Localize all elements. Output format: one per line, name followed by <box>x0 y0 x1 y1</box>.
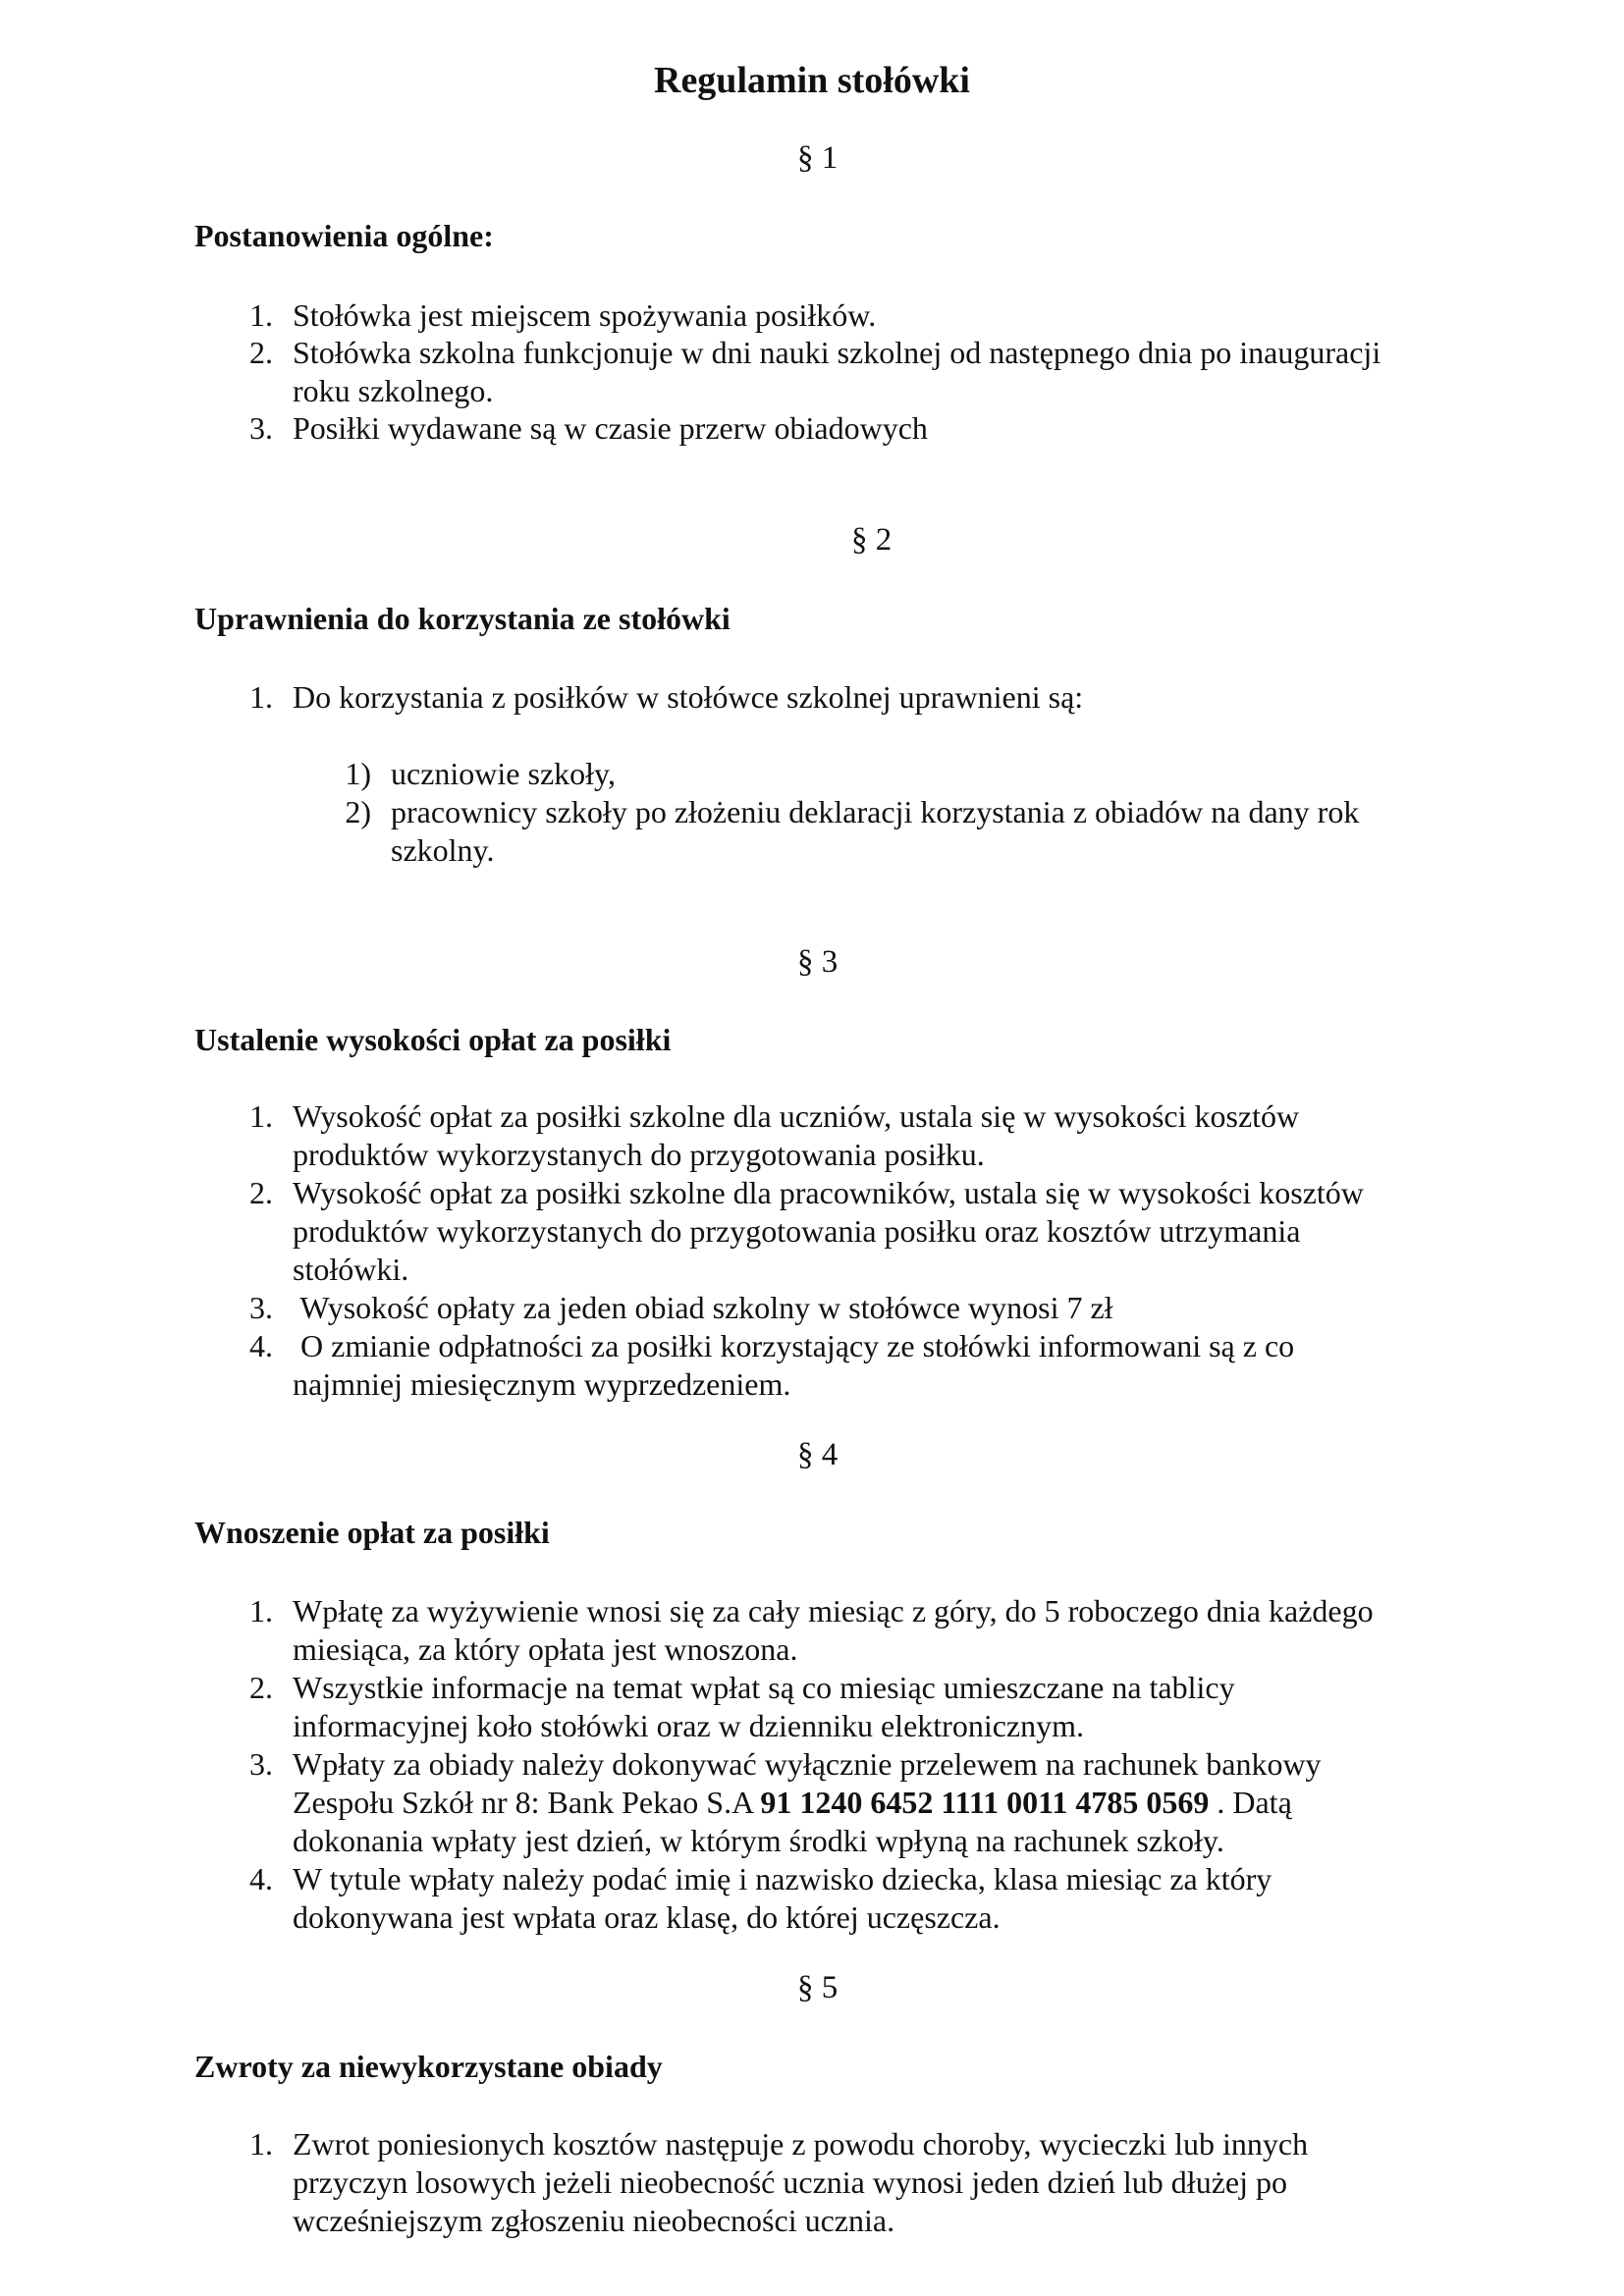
paragraph-1-symbol: § 1 <box>797 140 839 176</box>
list-item-text: informacyjnej koło stołówki oraz w dzienniku elektronicznym. <box>293 1708 1084 1743</box>
sub-list-item-text: pracownicy szkoły po złożeniu deklaracji korzystania z obiadów na dany rok <box>391 794 1360 829</box>
list-item-number: 3. <box>249 1290 273 1325</box>
list-item-text: produktów wykorzystanych do przygotowania posiłku oraz kosztów utrzymania <box>293 1213 1301 1249</box>
list-item-text: O zmianie odpłatności za posiłki korzystający ze stołówki informowani są z co <box>293 1328 1295 1363</box>
list-item-text: Stołówka jest miejscem spożywania posiłków. <box>293 297 877 333</box>
list-item-text: produktów wykorzystanych do przygotowania posiłku. <box>293 1137 985 1172</box>
list-item-text: Do korzystania z posiłków w stołówce szkolnej uprawnieni są: <box>293 679 1084 715</box>
list-item-text: Zwrot poniesionych kosztów następuje z powodu choroby, wycieczki lub innych <box>293 2126 1309 2162</box>
sub-list-item-text: szkolny. <box>391 832 495 868</box>
list-item-number: 1. <box>249 679 273 715</box>
list-item-text: miesiąca, za który opłata jest wnoszona. <box>293 1631 798 1667</box>
bank-line <box>293 1784 1292 1822</box>
list-item-number: 3. <box>249 410 273 446</box>
section-1-heading: Postanowienia ogólne: <box>194 218 494 253</box>
list-item-number: 1. <box>249 1098 273 1134</box>
section-4-heading: Wnoszenie opłat za posiłki <box>194 1515 550 1550</box>
paragraph-3-symbol: § 3 <box>797 944 839 980</box>
list-item-number: 3. <box>249 1746 273 1782</box>
list-item-number: 2. <box>249 1670 273 1705</box>
document-title: Regulamin stołówki <box>654 60 970 101</box>
list-item-number: 1. <box>249 1593 273 1629</box>
bank-line-prefix: Zespołu Szkół nr 8: Bank Pekao S.A <box>293 1785 761 1820</box>
sub-list-item-text: uczniowie szkoły, <box>391 756 616 791</box>
section-3-heading: Ustalenie wysokości opłat za posiłki <box>194 1022 672 1057</box>
paragraph-2-symbol: § 2 <box>851 522 893 558</box>
list-item-number: 1. <box>249 2126 273 2162</box>
list-item-text: wcześniejszym zgłoszeniu nieobecności ucznia. <box>293 2203 895 2238</box>
list-item-text: przyczyn losowych jeżeli nieobecność ucznia wynosi jeden dzień lub dłużej po <box>293 2164 1287 2200</box>
list-item-text: Stołówka szkolna funkcjonuje w dni nauki szkolnej od następnego dnia po inauguracji <box>293 335 1381 370</box>
list-item-number: 2. <box>249 335 273 370</box>
list-item-text: Wysokość opłat za posiłki szkolne dla uczniów, ustala się w wysokości kosztów <box>293 1098 1300 1134</box>
list-item-number: 4. <box>249 1861 273 1896</box>
list-item-text: Posiłki wydawane są w czasie przerw obiadowych <box>293 410 928 446</box>
bank-account-number: 91 1240 6452 1111 0011 4785 0569 <box>760 1785 1210 1820</box>
section-2-heading: Uprawnienia do korzystania ze stołówki <box>194 601 731 636</box>
list-item-text: roku szkolnego. <box>293 373 494 408</box>
list-item-text: najmniej miesięcznym wyprzedzeniem. <box>293 1366 791 1402</box>
list-item-text: W tytule wpłaty należy podać imię i nazwisko dziecka, klasa miesiąc za który <box>293 1861 1272 1896</box>
paragraph-5-symbol: § 5 <box>797 1970 839 2005</box>
sub-list-item-number: 2) <box>345 794 371 829</box>
list-item-number: 2. <box>249 1175 273 1210</box>
section-5-heading: Zwroty za niewykorzystane obiady <box>194 2049 663 2084</box>
bank-line-suffix: . Datą <box>1209 1785 1292 1820</box>
list-item-text: Wysokość opłat za posiłki szkolne dla pracowników, ustala się w wysokości kosztów <box>293 1175 1364 1210</box>
list-item-number: 1. <box>249 297 273 333</box>
list-item-number: 4. <box>249 1328 273 1363</box>
list-item-text: Wysokość opłaty za jeden obiad szkolny w stołówce wynosi 7 zł <box>293 1290 1113 1325</box>
list-item-text: Wpłatę za wyżywienie wnosi się za cały miesiąc z góry, do 5 roboczego dnia każdego <box>293 1593 1374 1629</box>
list-item-text: Wszystkie informacje na temat wpłat są co miesiąc umieszczane na tablicy <box>293 1670 1235 1705</box>
list-item-text: stołówki. <box>293 1252 409 1287</box>
list-item-text: dokonywana jest wpłata oraz klasę, do której uczęszcza. <box>293 1899 1001 1935</box>
list-item-text: Wpłaty za obiady należy dokonywać wyłącznie przelewem na rachunek bankowy <box>293 1746 1322 1782</box>
paragraph-4-symbol: § 4 <box>797 1437 839 1472</box>
list-item-text: dokonania wpłaty jest dzień, w którym środki wpłyną na rachunek szkoły. <box>293 1823 1224 1858</box>
sub-list-item-number: 1) <box>345 756 371 791</box>
